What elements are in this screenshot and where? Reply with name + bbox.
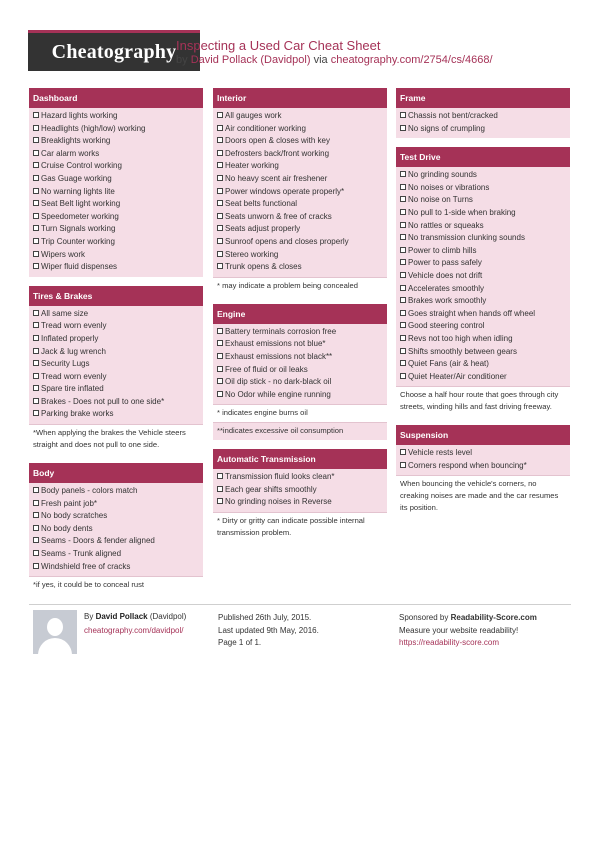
checkbox-icon[interactable] <box>33 500 39 506</box>
section-heading-body: Body <box>29 463 203 483</box>
checklist-item <box>396 182 570 195</box>
checklist-item <box>29 358 203 371</box>
checklist-item-label: Exhaust emissions not black** <box>225 351 333 361</box>
byline-via: via <box>313 54 328 66</box>
checkbox-icon[interactable] <box>217 328 223 334</box>
checkbox-icon[interactable] <box>217 225 223 231</box>
checkbox-icon[interactable] <box>33 373 39 379</box>
checklist-item <box>29 498 203 511</box>
checklist-item <box>29 123 203 136</box>
checkbox-icon[interactable] <box>217 213 223 219</box>
section-dashboard <box>29 88 203 277</box>
checklist-item <box>29 198 203 211</box>
checklist-item-label: Fresh paint job* <box>41 498 98 508</box>
checklist-item <box>29 308 203 321</box>
checklist-item-label: Trip Counter working <box>41 236 115 246</box>
checklist <box>29 108 203 277</box>
checklist-item <box>213 496 387 509</box>
checklist-item <box>29 110 203 123</box>
checklist-item <box>29 346 203 359</box>
checkbox-icon[interactable] <box>33 238 39 244</box>
checklist-item-label: No grinding sounds <box>408 170 477 180</box>
checklist-item-label: Transmission fluid looks clean* <box>225 472 335 482</box>
column-1 <box>29 88 203 603</box>
checklist-item-label: Brakes work smoothly <box>408 296 487 306</box>
checkbox-icon[interactable] <box>400 196 406 202</box>
checklist-item-label: Heater working <box>225 161 279 171</box>
checklist-item-label: Headlights (high/low) working <box>41 123 146 133</box>
checklist-item <box>396 169 570 182</box>
checkbox-icon[interactable] <box>217 366 223 372</box>
checkbox-icon[interactable] <box>33 385 39 391</box>
checkbox-icon[interactable] <box>217 175 223 181</box>
checklist-item-label: No body dents <box>41 523 93 533</box>
checklist-item-label: Cruise Control working <box>41 161 122 171</box>
checklist-item <box>29 371 203 384</box>
checklist-item-label: No warning lights lite <box>41 186 115 196</box>
checkbox-icon[interactable] <box>33 335 39 341</box>
section-note: Choose a half hour route that goes through city streets, winding hills and fast driving freeway. <box>396 386 570 416</box>
section-heading-suspension: Suspension <box>396 425 570 445</box>
checklist-item <box>29 408 203 421</box>
checkbox-icon[interactable] <box>33 348 39 354</box>
checkbox-icon[interactable] <box>400 222 406 228</box>
section-note: * may indicate a problem being concealed <box>213 277 387 295</box>
checkbox-icon[interactable] <box>400 184 406 190</box>
checkbox-icon[interactable] <box>400 171 406 177</box>
checklist-item <box>396 220 570 233</box>
checkbox-icon[interactable] <box>400 297 406 303</box>
checklist-item <box>29 173 203 186</box>
checklist-item-label: Security Lugs <box>41 359 90 369</box>
checklist-item-label: Goes straight when hands off wheel <box>408 308 536 318</box>
checkbox-icon[interactable] <box>217 137 223 143</box>
checklist-item <box>396 346 570 359</box>
footer-sponsor-name: Readability-Score.com <box>450 613 537 622</box>
checklist-item <box>396 257 570 270</box>
checkbox-icon[interactable] <box>33 360 39 366</box>
checkbox-icon[interactable] <box>217 251 223 257</box>
footer-published: Published 26th July, 2015. <box>218 613 312 622</box>
checklist-item <box>396 308 570 321</box>
checkbox-icon[interactable] <box>33 112 39 118</box>
checkbox-icon[interactable] <box>33 225 39 231</box>
checklist-item <box>213 249 387 262</box>
checklist-item-label: Body panels - colors match <box>41 486 138 496</box>
checklist-item-label: Quiet Fans (air & heat) <box>408 359 489 369</box>
checklist-item-label: Power windows operate properly* <box>225 186 345 196</box>
checkbox-icon[interactable] <box>400 373 406 379</box>
checkbox-icon[interactable] <box>33 512 39 518</box>
section-heading-engine: Engine <box>213 304 387 324</box>
checkbox-icon[interactable] <box>400 335 406 341</box>
checklist-item-label: All same size <box>41 308 89 318</box>
section-test-drive <box>396 147 570 416</box>
section-body <box>29 463 203 594</box>
checkbox-icon[interactable] <box>217 263 223 269</box>
section-note: *When applying the brakes the Vehicle steers straight and does not pull to one side. <box>29 424 203 454</box>
checkbox-icon[interactable] <box>33 200 39 206</box>
checkbox-icon[interactable] <box>217 340 223 346</box>
checklist-item <box>213 123 387 136</box>
checklist <box>213 108 387 277</box>
checklist-item-label: Power to climb hills <box>408 245 477 255</box>
checkbox-icon[interactable] <box>217 125 223 131</box>
checklist-item <box>213 236 387 249</box>
checkbox-icon[interactable] <box>400 360 406 366</box>
checklist-item-label: Sunroof opens and closes properly <box>225 236 349 246</box>
checklist-item-label: All gauges work <box>225 111 282 120</box>
checkbox-icon[interactable] <box>400 322 406 328</box>
checklist-item-label: No grinding noises in Reverse <box>225 497 332 507</box>
checklist-item <box>29 186 203 199</box>
checklist-item-label: Turn Signals working <box>41 224 116 234</box>
sheet-url-link[interactable]: cheatography.com/2754/cs/4668/ <box>330 54 493 66</box>
checklist-item-label: Tread worn evenly <box>41 371 107 381</box>
checklist-item-label: Wiper fluid dispenses <box>41 262 118 272</box>
checkbox-icon[interactable] <box>33 525 39 531</box>
checkbox-icon[interactable] <box>33 137 39 143</box>
checklist-item-label: Seat Belt light working <box>41 199 121 209</box>
checklist-item-label: Trunk opens & closes <box>225 262 302 272</box>
checklist-item <box>396 232 570 245</box>
checklist-item-label: Windshield free of cracks <box>41 561 131 571</box>
checkbox-icon[interactable] <box>217 378 223 384</box>
checkbox-icon[interactable] <box>33 251 39 257</box>
checkbox-icon[interactable] <box>217 188 223 194</box>
byline <box>176 54 493 66</box>
checkbox-icon[interactable] <box>33 213 39 219</box>
checkbox-icon[interactable] <box>400 209 406 215</box>
checkbox-icon[interactable] <box>33 263 39 269</box>
checkbox-icon[interactable] <box>400 348 406 354</box>
checklist-item-label: Seats unworn & free of cracks <box>225 211 332 221</box>
checklist-item-label: No transmission clunking sounds <box>408 233 525 243</box>
section-interior <box>213 88 387 295</box>
checklist-item <box>213 135 387 148</box>
checkbox-icon[interactable] <box>400 449 406 455</box>
section-tires-brakes <box>29 286 203 454</box>
checklist-item-label: Defrosters back/front working <box>225 148 330 158</box>
checklist-item-label: Gas Guage working <box>41 173 112 183</box>
checkbox-icon[interactable] <box>33 162 39 168</box>
page-title: Inspecting a Used Car Cheat Sheet <box>176 38 381 53</box>
checkbox-icon[interactable] <box>33 410 39 416</box>
checklist <box>213 469 387 512</box>
column-2 <box>213 88 387 551</box>
checklist-item-label: Exhaust emissions not blue* <box>225 339 326 349</box>
checkbox-icon[interactable] <box>33 550 39 556</box>
checklist-item <box>213 338 387 351</box>
checkbox-icon[interactable] <box>400 234 406 240</box>
checklist-item-label: Vehicle does not drift <box>408 270 483 280</box>
checklist-item <box>213 364 387 377</box>
checklist-item-label: Wipers work <box>41 249 86 259</box>
checklist-item <box>29 249 203 262</box>
section-note: *if yes, it could be to conceal rust <box>29 576 203 594</box>
checklist-item <box>29 211 203 224</box>
checkbox-icon[interactable] <box>217 486 223 492</box>
checklist-item-label: Inflated properly <box>41 333 99 343</box>
checklist <box>396 167 570 386</box>
checklist-item <box>396 207 570 220</box>
checkbox-icon[interactable] <box>217 150 223 156</box>
footer-sponsor-url[interactable]: https://readability-score.com <box>399 638 500 647</box>
checklist-item-label: Seams - Doors & fender aligned <box>41 536 155 546</box>
checklist-item <box>396 110 570 123</box>
checklist-item-label: No heavy scent air freshener <box>225 173 328 183</box>
checklist-item-label: Chassis not bent/cracked <box>408 111 498 120</box>
checkbox-icon[interactable] <box>400 272 406 278</box>
footer-by-label: By <box>84 612 94 621</box>
checklist-item-label: Corners respond when bouncing* <box>408 460 527 470</box>
checklist-item <box>213 110 387 123</box>
footer-author-handle: (Davidpol) <box>149 612 187 621</box>
checklist-item <box>29 523 203 536</box>
checklist-item <box>396 283 570 296</box>
checkbox-icon[interactable] <box>400 125 406 131</box>
checklist-item <box>29 160 203 173</box>
checklist-item <box>213 186 387 199</box>
section-heading-frame: Frame <box>396 88 570 108</box>
checklist-item-label: Seat belts functional <box>225 199 298 209</box>
checkbox-icon[interactable] <box>33 150 39 156</box>
checklist-item-label: Quiet Heater/Air conditioner <box>408 371 507 381</box>
checklist-item-label: Revs not too high when idling <box>408 333 513 343</box>
author-link[interactable]: David Pollack (Davidpol) <box>190 54 311 66</box>
checklist-item-label: Air conditioner working <box>225 123 306 133</box>
checkbox-icon[interactable] <box>33 487 39 493</box>
checklist-item <box>396 295 570 308</box>
checklist-item <box>213 198 387 211</box>
checklist-item <box>29 548 203 561</box>
checklist-item-label: Speedometer working <box>41 211 119 221</box>
checklist-item <box>213 376 387 389</box>
checklist-item <box>29 396 203 409</box>
cheatography-logo[interactable]: Cheatography <box>28 33 200 71</box>
avatar-head-shape <box>47 618 63 636</box>
checklist-item-label: No noise on Turns <box>408 195 473 205</box>
footer-page-count: Page 1 of 1. <box>218 638 262 647</box>
checkbox-icon[interactable] <box>400 112 406 118</box>
checklist-item-label: Each gear shifts smoothly <box>225 484 317 494</box>
checkbox-icon[interactable] <box>400 285 406 291</box>
checkbox-icon[interactable] <box>400 462 406 468</box>
checklist <box>396 108 570 138</box>
checklist <box>29 483 203 576</box>
checklist <box>29 306 203 424</box>
checklist-item <box>29 383 203 396</box>
checklist-item <box>29 535 203 548</box>
checklist-item-label: Jack & lug wrench <box>41 346 106 356</box>
checklist-item <box>29 510 203 523</box>
avatar-shoulders-shape <box>38 638 72 654</box>
checklist <box>213 324 387 405</box>
checkbox-icon[interactable] <box>217 112 223 118</box>
footer-author-url[interactable]: cheatography.com/davidpol/ <box>84 626 184 635</box>
checklist-item-label: Doors open & closes with key <box>225 136 330 146</box>
checklist-item <box>29 333 203 346</box>
checklist-item-label: Spare tire inflated <box>41 384 104 394</box>
checklist-item <box>213 351 387 364</box>
footer-updated: Last updated 9th May, 2016. <box>218 625 319 635</box>
checklist-item-label: No rattles or squeaks <box>408 220 484 230</box>
checklist-item-label: Accelerates smoothly <box>408 283 485 293</box>
checklist-item-label: No Odor while engine running <box>225 389 331 399</box>
column-3 <box>396 88 570 526</box>
checklist-item <box>29 485 203 498</box>
section-engine <box>213 304 387 441</box>
checklist-item-label: Good steering control <box>408 321 485 331</box>
checkbox-icon[interactable] <box>217 498 223 504</box>
checklist-item <box>29 148 203 161</box>
checklist-item <box>396 333 570 346</box>
checklist-item <box>213 160 387 173</box>
checkbox-icon[interactable] <box>217 391 223 397</box>
checklist-item <box>29 561 203 574</box>
checklist-item-label: Oil dip stick - no dark-black oil <box>225 377 332 387</box>
checklist-item <box>213 261 387 274</box>
checklist-item <box>213 484 387 497</box>
section-heading-tires-brakes: Tires & Brakes <box>29 286 203 306</box>
footer-sponsor <box>399 612 537 650</box>
checklist-item-label: Shifts smoothly between gears <box>408 346 517 356</box>
checklist-item-label: No noises or vibrations <box>408 182 490 192</box>
section-heading-dashboard: Dashboard <box>29 88 203 108</box>
author-avatar <box>33 610 77 654</box>
checklist-item-label: Power to pass safely <box>408 258 482 268</box>
checkbox-icon[interactable] <box>33 537 39 543</box>
checklist-item <box>29 135 203 148</box>
checklist-item <box>213 173 387 186</box>
checklist-item-label: Stereo working <box>225 249 279 259</box>
checkbox-icon[interactable] <box>33 175 39 181</box>
footer-divider <box>29 604 571 605</box>
section-heading-automatic-transmission: Automatic Transmission <box>213 449 387 469</box>
checkbox-icon[interactable] <box>33 563 39 569</box>
checkbox-icon[interactable] <box>400 259 406 265</box>
checklist-item <box>213 326 387 339</box>
byline-by: by <box>176 54 188 66</box>
checkbox-icon[interactable] <box>217 200 223 206</box>
section-note: When bouncing the vehicle's corners, no creaking noises are made and the car resumes its position. <box>396 475 570 517</box>
checklist-item <box>396 320 570 333</box>
section-note: **indicates excessive oil consumption <box>213 422 387 440</box>
section-heading-interior: Interior <box>213 88 387 108</box>
checklist-item <box>29 320 203 333</box>
checkbox-icon[interactable] <box>33 188 39 194</box>
checkbox-icon[interactable] <box>217 473 223 479</box>
section-heading-test-drive: Test Drive <box>396 147 570 167</box>
checklist-item-label: Battery terminals corrosion free <box>225 326 337 336</box>
checkbox-icon[interactable] <box>33 125 39 131</box>
checkbox-icon[interactable] <box>400 310 406 316</box>
checklist-item <box>396 245 570 258</box>
checklist-item-label: Tread worn evenly <box>41 321 107 331</box>
checkbox-icon[interactable] <box>217 238 223 244</box>
checklist-item-label: Hazard lights working <box>41 111 118 120</box>
footer-publication-info <box>218 612 319 650</box>
checklist-item <box>396 123 570 136</box>
checklist-item <box>29 236 203 249</box>
section-note: * Dirty or gritty can indicate possible internal transmission problem. <box>213 512 387 542</box>
checklist-item-label: Free of fluid or oil leaks <box>225 364 308 374</box>
checklist-item <box>213 148 387 161</box>
checklist-item-label: Car alarm works <box>41 148 100 158</box>
checklist-item <box>396 270 570 283</box>
footer-author <box>84 612 186 621</box>
checkbox-icon[interactable] <box>33 322 39 328</box>
checklist-item-label: Seams - Trunk aligned <box>41 549 122 559</box>
checkbox-icon[interactable] <box>217 353 223 359</box>
checklist-item <box>396 447 570 460</box>
section-automatic-transmission <box>213 449 387 542</box>
checklist-item-label: No signs of crumpling <box>408 123 485 133</box>
checkbox-icon[interactable] <box>217 162 223 168</box>
checklist-item <box>213 471 387 484</box>
checklist-item <box>396 371 570 384</box>
checklist-item-label: No body scratches <box>41 511 108 521</box>
checklist-item-label: Breaklights working <box>41 136 111 146</box>
section-frame <box>396 88 570 138</box>
checklist-item-label: Brakes - Does not pull to one side* <box>41 396 165 406</box>
section-note: * indicates engine burns oil <box>213 404 387 422</box>
footer-author-name: David Pollack <box>95 612 148 621</box>
checklist-item <box>396 194 570 207</box>
checklist-item <box>213 211 387 224</box>
section-suspension <box>396 425 570 517</box>
checklist-item-label: Parking brake works <box>41 409 114 419</box>
checklist-item-label: No pull to 1-side when braking <box>408 207 516 217</box>
checklist-item <box>396 358 570 371</box>
checklist-item <box>213 223 387 236</box>
checklist-item-label: Vehicle rests level <box>408 448 473 458</box>
footer-sponsored-label: Sponsored by <box>399 613 449 622</box>
checklist-item <box>29 223 203 236</box>
checkbox-icon[interactable] <box>33 310 39 316</box>
checklist-item <box>29 261 203 274</box>
checklist-item <box>213 389 387 402</box>
checkbox-icon[interactable] <box>33 398 39 404</box>
checkbox-icon[interactable] <box>400 247 406 253</box>
checklist-item <box>396 460 570 473</box>
checklist <box>396 445 570 475</box>
checklist-item-label: Seats adjust properly <box>225 224 301 234</box>
footer-sponsor-tagline: Measure your website readability! <box>399 625 519 635</box>
